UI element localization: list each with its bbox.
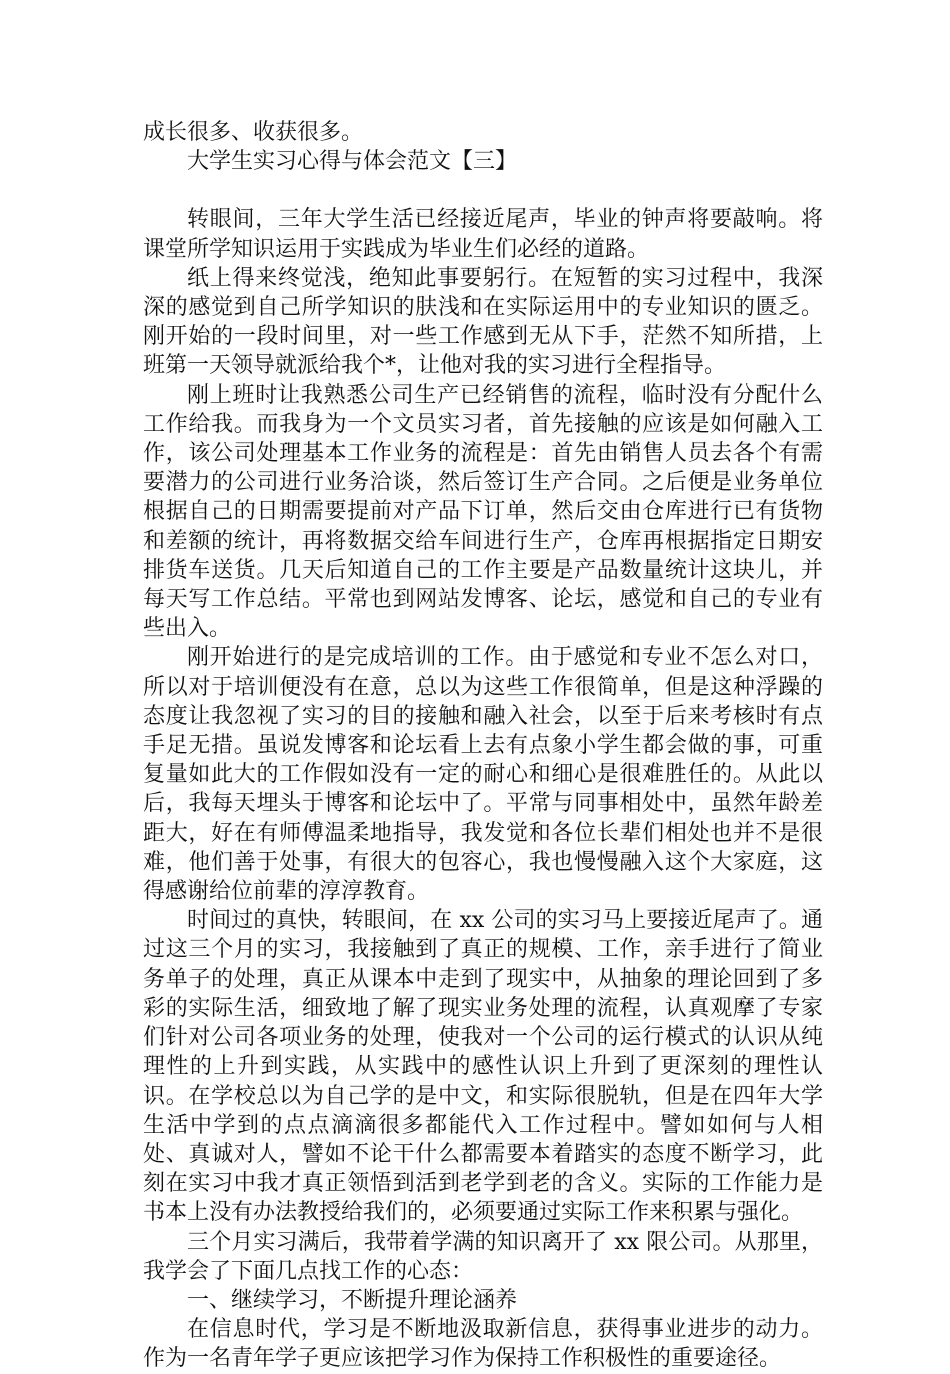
paragraph-continuation: 成长很多、收获很多。 [143,120,364,145]
paragraph: 三个月实习满后，我带着学满的知识离开了 xx 限公司。从那里，我学会了下面几点找工作的心态： [143,1229,823,1284]
paragraph: 转眼间，三年大学生活已经接近尾声，毕业的钟声将要敲响。将课堂所学知识运用于实践成为毕业生们必经的道路。 [143,207,823,262]
subheading: 一、继续学习，不断提升理论涵养 [187,1287,518,1313]
paragraph: 纸上得来终觉浅，绝知此事要躬行。在短暂的实习过程中，我深深的感觉到自己所学知识的肤浅和在实际运用中的专业知识的匮乏。刚开始的一段时间里，对一些工作感到无从下手，茫然不知所措，上班第一天领导就派给我个*，让他对我的实习进行全程指导。 [143,265,823,379]
paragraph: 在信息时代，学习是不断地汲取新信息，获得事业进步的动力。作为一名青年学子更应该把学习作为保持工作积极性的重要途径。 [143,1317,823,1372]
paragraph: 时间过的真快，转眼间，在 xx 公司的实习马上要接近尾声了。通过这三个月的实习，我接触到了真正的规模、工作，亲手进行了简业务单子的处理，真正从课本中走到了现实中，从抽象的理论回到了多彩的实际生活，细致地了解了现实业务处理的流程，认真观摩了专家们针对公司各项业务的处理，使我对一个公司的运行模式的认识从纯理性的上升到实践，从实践中的感性认识上升到了更深刻的理性认识。在学校总以为自己学的是中文，和实际很脱轨，但是在四年大学生活中学到的点点滴滴很多都能代入工作过程中。譬如如何与人相处、真诚对人，譬如不论干什么都需要本着踏实的态度不断学习，此刻在实习中我才真正领悟到活到老学到老的含义。实际的工作能力是书本上没有办法教授给我们的，必须要通过实际工作来积累与强化。 [143,908,823,1226]
paragraph: 刚上班时让我熟悉公司生产已经销售的流程，临时没有分配什么工作给我。而我身为一个文员实习者，首先接触的应该是如何融入工作，该公司处理基本工作业务的流程是：首先由销售人员去各个有需要潜力的公司进行业务洽谈，然后签订生产合同。之后便是业务单位根据自己的日期需要提前对产品下订单，然后交由仓库进行已有货物和差额的统计，再将数据交给车间进行生产，仓库再根据指定日期安排货车送货。几天后知道自己的工作主要是产品数量统计这块儿，并每天写工作总结。平常也到网站发博客、论坛，感觉和自己的专业有些出入。 [143,382,823,642]
blank-line [143,176,823,205]
document-body [143,118,823,1374]
section-heading: 大学生实习心得与体会范文【三】 [187,149,518,175]
paragraph: 刚开始进行的是完成培训的工作。由于感觉和专业不怎么对口，所以对于培训便没有在意，总以为这些工作很简单，但是这种浮躁的态度让我忽视了实习的目的接触和融入社会，以至于后来考核时有点手足无措。虽说发博客和论坛看上去有点象小学生都会做的事，可重复量如此大的工作假如没有一定的耐心和细心是很难胜任的。从此以后，我每天埋头于博客和论坛中了。平常与同事相处中，虽然年龄差距大，好在有师傅温柔地指导，我发觉和各位长辈们相处也并不是很难，他们善于处事，有很大的包容心，我也慢慢融入这个大家庭，这得感谢给位前辈的淳淳教育。 [143,645,823,905]
